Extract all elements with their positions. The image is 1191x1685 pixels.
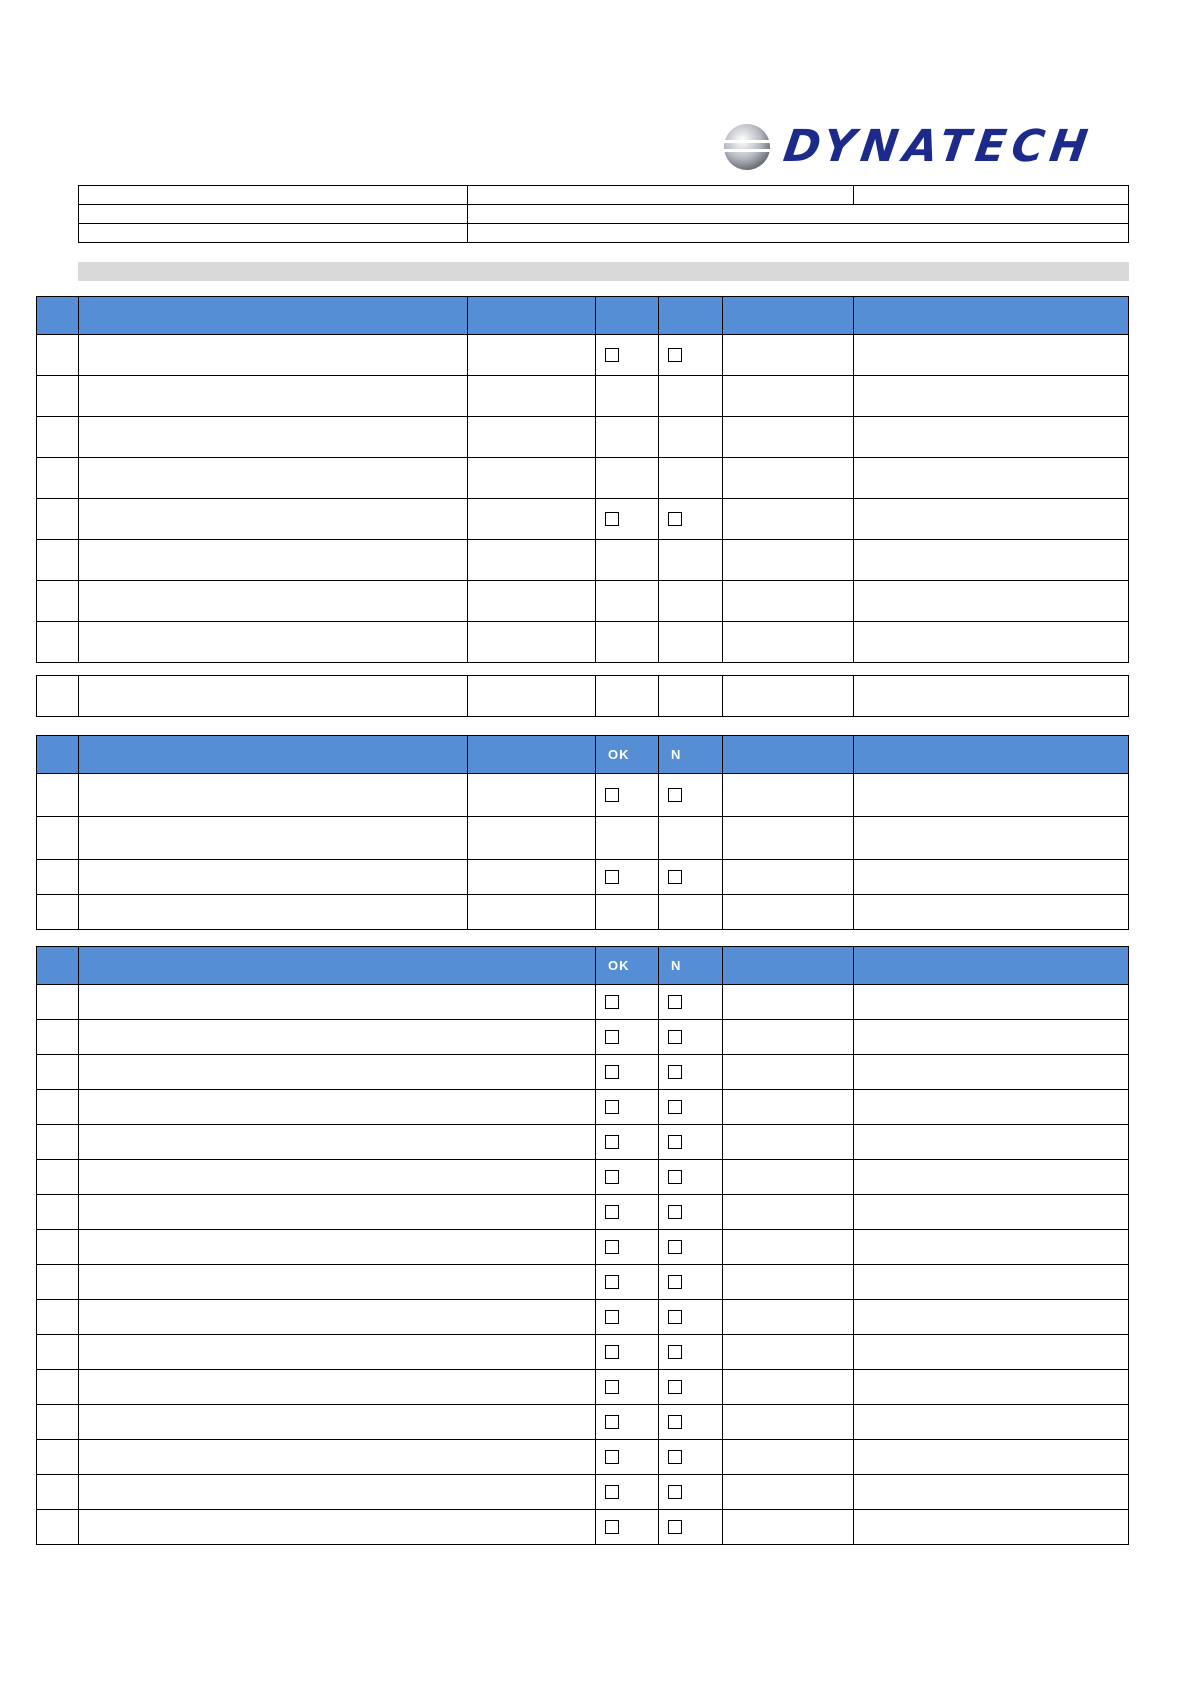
n-cell <box>659 1300 723 1335</box>
remarks-cell[interactable] <box>854 1020 1129 1055</box>
remarks-cell[interactable] <box>854 417 1129 458</box>
checkbox[interactable] <box>668 1520 682 1534</box>
remarks-cell[interactable] <box>854 895 1129 930</box>
row-number-cell[interactable] <box>37 1300 79 1335</box>
item-description-cell[interactable] <box>79 1265 596 1300</box>
checkbox[interactable] <box>668 348 682 362</box>
n-cell <box>659 1090 723 1125</box>
date-cell[interactable] <box>723 458 854 499</box>
ok-cell <box>596 499 659 540</box>
n-cell <box>659 1020 723 1055</box>
item-description-cell[interactable] <box>79 1055 596 1090</box>
row-number-cell[interactable] <box>37 540 79 581</box>
date-cell[interactable] <box>723 1300 854 1335</box>
header-cell <box>37 736 79 774</box>
header-cell <box>723 947 854 985</box>
date-cell[interactable] <box>723 1265 854 1300</box>
date-cell[interactable] <box>723 1195 854 1230</box>
item-description-cell[interactable] <box>79 774 468 817</box>
remarks-cell[interactable] <box>854 985 1129 1020</box>
item-description-cell[interactable] <box>79 581 468 622</box>
date-cell[interactable] <box>723 622 854 663</box>
table-row <box>37 1440 1129 1475</box>
checkbox[interactable] <box>668 1205 682 1219</box>
row-number-cell[interactable] <box>37 985 79 1020</box>
row-number-cell[interactable] <box>37 1475 79 1510</box>
header-ok: OK <box>596 736 659 774</box>
remarks-cell[interactable] <box>854 540 1129 581</box>
n-cell[interactable] <box>659 458 723 499</box>
info-cell[interactable] <box>468 205 1129 224</box>
item-description-cell[interactable] <box>79 458 468 499</box>
item-description-cell[interactable] <box>79 1440 596 1475</box>
date-cell[interactable] <box>723 860 854 895</box>
ok-cell <box>596 985 659 1020</box>
header-cell <box>468 297 596 335</box>
remarks-cell[interactable] <box>854 622 1129 663</box>
item-description-cell[interactable] <box>79 335 468 376</box>
remarks-cell[interactable] <box>854 1265 1129 1300</box>
globe-icon <box>722 122 772 172</box>
date-cell[interactable] <box>723 676 854 717</box>
item-description-cell[interactable] <box>79 1510 596 1545</box>
item-value-cell[interactable] <box>468 895 596 930</box>
header-cell <box>659 297 723 335</box>
table-row <box>37 1160 1129 1195</box>
n-cell[interactable] <box>659 622 723 663</box>
remarks-cell[interactable] <box>854 774 1129 817</box>
date-cell[interactable] <box>723 1370 854 1405</box>
item-description-cell[interactable] <box>79 1300 596 1335</box>
checklist-table-1 <box>36 296 1129 663</box>
checkbox[interactable] <box>605 1345 619 1359</box>
table-row <box>37 1020 1129 1055</box>
date-cell[interactable] <box>723 1475 854 1510</box>
remarks-cell[interactable] <box>854 1160 1129 1195</box>
ok-cell <box>596 335 659 376</box>
checkbox[interactable] <box>668 1030 682 1044</box>
checkbox[interactable] <box>668 1450 682 1464</box>
ok-cell <box>596 1300 659 1335</box>
n-cell <box>659 499 723 540</box>
ok-cell <box>596 1405 659 1440</box>
item-description-cell[interactable] <box>79 1335 596 1370</box>
checkbox[interactable] <box>605 1380 619 1394</box>
table-row <box>37 1265 1129 1300</box>
item-description-cell[interactable] <box>79 817 468 860</box>
ok-cell[interactable] <box>596 458 659 499</box>
row-number-cell[interactable] <box>37 1160 79 1195</box>
remarks-cell[interactable] <box>854 817 1129 860</box>
item-value-cell[interactable] <box>468 622 596 663</box>
checkbox[interactable] <box>605 1030 619 1044</box>
row-number-cell[interactable] <box>37 1195 79 1230</box>
table-row <box>37 376 1129 417</box>
row-number-cell[interactable] <box>37 1020 79 1055</box>
date-cell[interactable] <box>723 985 854 1020</box>
checkbox[interactable] <box>668 512 682 526</box>
checkbox[interactable] <box>668 1100 682 1114</box>
ok-cell[interactable] <box>596 376 659 417</box>
item-description-cell[interactable] <box>79 622 468 663</box>
item-value-cell[interactable] <box>468 860 596 895</box>
table-row <box>37 540 1129 581</box>
remarks-cell[interactable] <box>854 1405 1129 1440</box>
section-divider-bar <box>78 262 1129 281</box>
row-number-cell[interactable] <box>37 1125 79 1160</box>
remarks-cell[interactable] <box>854 1475 1129 1510</box>
checklist-table-3 <box>36 735 1129 930</box>
row-number-cell[interactable] <box>37 1265 79 1300</box>
n-cell <box>659 774 723 817</box>
date-cell[interactable] <box>723 1510 854 1545</box>
item-value-cell[interactable] <box>468 376 596 417</box>
row-number-cell[interactable] <box>37 1370 79 1405</box>
item-value-cell[interactable] <box>468 417 596 458</box>
item-value-cell[interactable] <box>468 458 596 499</box>
n-cell <box>659 1160 723 1195</box>
checkbox[interactable] <box>605 1450 619 1464</box>
info-cell[interactable] <box>79 186 468 205</box>
date-cell[interactable] <box>723 817 854 860</box>
header-n: N <box>659 947 723 985</box>
row-number-cell[interactable] <box>37 335 79 376</box>
table-row <box>37 817 1129 860</box>
n-cell <box>659 1230 723 1265</box>
header-cell <box>79 947 596 985</box>
remarks-cell[interactable] <box>854 581 1129 622</box>
header-cell <box>854 736 1129 774</box>
table-header-row <box>37 736 1129 774</box>
table-row <box>37 1510 1129 1545</box>
checkbox[interactable] <box>605 1310 619 1324</box>
checkbox[interactable] <box>605 1415 619 1429</box>
n-cell <box>659 1440 723 1475</box>
n-cell <box>659 985 723 1020</box>
header-cell <box>854 297 1129 335</box>
n-cell <box>659 1055 723 1090</box>
item-description-cell[interactable] <box>79 1160 596 1195</box>
logo-wordmark: DYNATECH <box>780 121 1097 172</box>
info-cell[interactable] <box>854 186 1129 205</box>
checkbox[interactable] <box>605 512 619 526</box>
remarks-cell[interactable] <box>854 1230 1129 1265</box>
n-cell <box>659 1370 723 1405</box>
n-cell[interactable] <box>659 540 723 581</box>
header-cell <box>468 736 596 774</box>
item-value-cell[interactable] <box>468 335 596 376</box>
checkbox[interactable] <box>605 1100 619 1114</box>
ok-cell <box>596 1160 659 1195</box>
table-row <box>37 499 1129 540</box>
item-value-cell[interactable] <box>468 676 596 717</box>
info-cell[interactable] <box>79 205 468 224</box>
item-description-cell[interactable] <box>79 895 468 930</box>
table-row <box>37 335 1129 376</box>
checkbox[interactable] <box>668 1345 682 1359</box>
date-cell[interactable] <box>723 1230 854 1265</box>
item-description-cell[interactable] <box>79 499 468 540</box>
date-cell[interactable] <box>723 774 854 817</box>
header-cell <box>723 297 854 335</box>
checkbox[interactable] <box>668 788 682 802</box>
n-cell <box>659 860 723 895</box>
remarks-cell[interactable] <box>854 1055 1129 1090</box>
remarks-cell[interactable] <box>854 676 1129 717</box>
item-description-cell[interactable] <box>79 1475 596 1510</box>
info-cell[interactable] <box>79 224 468 243</box>
row-number-cell[interactable] <box>37 376 79 417</box>
n-cell <box>659 1405 723 1440</box>
table-row <box>37 1195 1129 1230</box>
header-cell <box>854 947 1129 985</box>
checkbox[interactable] <box>605 1240 619 1254</box>
checkbox[interactable] <box>668 1310 682 1324</box>
header-cell <box>79 736 468 774</box>
n-cell[interactable] <box>659 817 723 860</box>
checkbox[interactable] <box>668 870 682 884</box>
row-number-cell[interactable] <box>37 1335 79 1370</box>
item-description-cell[interactable] <box>79 1405 596 1440</box>
remarks-cell[interactable] <box>854 499 1129 540</box>
item-description-cell[interactable] <box>79 985 596 1020</box>
ok-cell <box>596 1475 659 1510</box>
table-row <box>37 1090 1129 1125</box>
date-cell[interactable] <box>723 499 854 540</box>
ok-cell <box>596 1230 659 1265</box>
checkbox[interactable] <box>605 788 619 802</box>
checkbox[interactable] <box>605 870 619 884</box>
item-description-cell[interactable] <box>79 540 468 581</box>
item-value-cell[interactable] <box>468 540 596 581</box>
document-info-table <box>78 185 1129 243</box>
checkbox[interactable] <box>605 1170 619 1184</box>
date-cell[interactable] <box>723 1335 854 1370</box>
item-description-cell[interactable] <box>79 860 468 895</box>
checkbox[interactable] <box>605 995 619 1009</box>
row-number-cell[interactable] <box>37 417 79 458</box>
n-cell[interactable] <box>659 581 723 622</box>
row-number-cell[interactable] <box>37 895 79 930</box>
remarks-cell[interactable] <box>854 1510 1129 1545</box>
item-value-cell[interactable] <box>468 581 596 622</box>
item-description-cell[interactable] <box>79 1020 596 1055</box>
table-row <box>37 1475 1129 1510</box>
ok-cell <box>596 1370 659 1405</box>
ok-cell <box>596 1440 659 1475</box>
date-cell[interactable] <box>723 1160 854 1195</box>
ok-cell <box>596 774 659 817</box>
remarks-cell[interactable] <box>854 1440 1129 1475</box>
remarks-cell[interactable] <box>854 860 1129 895</box>
header-cell <box>723 736 854 774</box>
row-number-cell[interactable] <box>37 860 79 895</box>
n-cell <box>659 1475 723 1510</box>
date-cell[interactable] <box>723 1020 854 1055</box>
ok-cell <box>596 860 659 895</box>
n-cell[interactable] <box>659 676 723 717</box>
ok-cell <box>596 1055 659 1090</box>
row-number-cell[interactable] <box>37 499 79 540</box>
ok-cell <box>596 1195 659 1230</box>
item-description-cell[interactable] <box>79 1090 596 1125</box>
n-cell[interactable] <box>659 417 723 458</box>
table-row <box>37 581 1129 622</box>
n-cell <box>659 1510 723 1545</box>
item-value-cell[interactable] <box>468 499 596 540</box>
row-number-cell[interactable] <box>37 1405 79 1440</box>
company-logo <box>722 117 1112 177</box>
item-value-cell[interactable] <box>468 774 596 817</box>
n-cell <box>659 1195 723 1230</box>
checkbox[interactable] <box>668 1275 682 1289</box>
ok-cell[interactable] <box>596 676 659 717</box>
checkbox[interactable] <box>605 1485 619 1499</box>
header-cell <box>79 297 468 335</box>
checkbox[interactable] <box>605 1205 619 1219</box>
remarks-cell[interactable] <box>854 458 1129 499</box>
info-cell[interactable] <box>468 186 854 205</box>
date-cell[interactable] <box>723 581 854 622</box>
row-number-cell[interactable] <box>37 458 79 499</box>
row-number-cell[interactable] <box>37 1440 79 1475</box>
date-cell[interactable] <box>723 1405 854 1440</box>
table-row <box>37 1055 1129 1090</box>
date-cell[interactable] <box>723 335 854 376</box>
table-row <box>37 622 1129 663</box>
checklist-table-2 <box>36 675 1129 717</box>
n-cell[interactable] <box>659 895 723 930</box>
date-cell[interactable] <box>723 540 854 581</box>
checkbox[interactable] <box>668 1135 682 1149</box>
item-description-cell[interactable] <box>79 1230 596 1265</box>
ok-cell[interactable] <box>596 895 659 930</box>
row-number-cell[interactable] <box>37 1230 79 1265</box>
item-description-cell[interactable] <box>79 417 468 458</box>
remarks-cell[interactable] <box>854 1090 1129 1125</box>
row-number-cell[interactable] <box>37 622 79 663</box>
checklist-table-4 <box>36 946 1129 1545</box>
n-cell[interactable] <box>659 376 723 417</box>
item-description-cell[interactable] <box>79 1370 596 1405</box>
remarks-cell[interactable] <box>854 1195 1129 1230</box>
checkbox[interactable] <box>605 1065 619 1079</box>
item-description-cell[interactable] <box>79 1125 596 1160</box>
table-row <box>37 1370 1129 1405</box>
checkbox[interactable] <box>668 1485 682 1499</box>
table-header-row <box>37 297 1129 335</box>
row-number-cell[interactable] <box>37 1055 79 1090</box>
checkbox[interactable] <box>605 348 619 362</box>
table-row <box>37 985 1129 1020</box>
ok-cell <box>596 1335 659 1370</box>
table-row <box>37 895 1129 930</box>
remarks-cell[interactable] <box>854 335 1129 376</box>
remarks-cell[interactable] <box>854 1335 1129 1370</box>
date-cell[interactable] <box>723 376 854 417</box>
table-row <box>37 676 1129 717</box>
checkbox[interactable] <box>605 1135 619 1149</box>
n-cell <box>659 1125 723 1160</box>
checkbox[interactable] <box>668 1170 682 1184</box>
header-ok: OK <box>596 947 659 985</box>
table-row <box>37 1300 1129 1335</box>
n-cell <box>659 1265 723 1300</box>
ok-cell[interactable] <box>596 817 659 860</box>
item-value-cell[interactable] <box>468 817 596 860</box>
checkbox[interactable] <box>605 1520 619 1534</box>
remarks-cell[interactable] <box>854 1300 1129 1335</box>
ok-cell[interactable] <box>596 417 659 458</box>
ok-cell <box>596 1510 659 1545</box>
row-number-cell[interactable] <box>37 1510 79 1545</box>
table-row <box>37 1405 1129 1440</box>
remarks-cell[interactable] <box>854 1370 1129 1405</box>
table-row <box>37 860 1129 895</box>
checkbox[interactable] <box>668 995 682 1009</box>
item-description-cell[interactable] <box>79 376 468 417</box>
remarks-cell[interactable] <box>854 376 1129 417</box>
header-n: N <box>659 736 723 774</box>
date-cell[interactable] <box>723 417 854 458</box>
item-description-cell[interactable] <box>79 1195 596 1230</box>
row-number-cell[interactable] <box>37 676 79 717</box>
ok-cell <box>596 1020 659 1055</box>
table-row <box>37 1335 1129 1370</box>
date-cell[interactable] <box>723 1440 854 1475</box>
header-cell <box>37 947 79 985</box>
table-row <box>37 1125 1129 1160</box>
info-cell[interactable] <box>468 224 1129 243</box>
date-cell[interactable] <box>723 1055 854 1090</box>
date-cell[interactable] <box>723 895 854 930</box>
checkbox[interactable] <box>668 1240 682 1254</box>
row-number-cell[interactable] <box>37 817 79 860</box>
checkbox[interactable] <box>605 1275 619 1289</box>
table-row <box>37 417 1129 458</box>
table-row <box>37 458 1129 499</box>
table-row <box>37 1230 1129 1265</box>
checkbox[interactable] <box>668 1065 682 1079</box>
table-row <box>37 774 1129 817</box>
checkbox[interactable] <box>668 1380 682 1394</box>
date-cell[interactable] <box>723 1125 854 1160</box>
remarks-cell[interactable] <box>854 1125 1129 1160</box>
row-number-cell[interactable] <box>37 581 79 622</box>
header-cell <box>596 297 659 335</box>
n-cell <box>659 1335 723 1370</box>
ok-cell <box>596 1125 659 1160</box>
row-number-cell[interactable] <box>37 1090 79 1125</box>
row-number-cell[interactable] <box>37 774 79 817</box>
date-cell[interactable] <box>723 1090 854 1125</box>
header-cell <box>37 297 79 335</box>
ok-cell <box>596 1265 659 1300</box>
ok-cell[interactable] <box>596 540 659 581</box>
checkbox[interactable] <box>668 1415 682 1429</box>
ok-cell[interactable] <box>596 622 659 663</box>
ok-cell <box>596 1090 659 1125</box>
item-description-cell[interactable] <box>79 676 468 717</box>
table-header-row <box>37 947 1129 985</box>
n-cell <box>659 335 723 376</box>
ok-cell[interactable] <box>596 581 659 622</box>
